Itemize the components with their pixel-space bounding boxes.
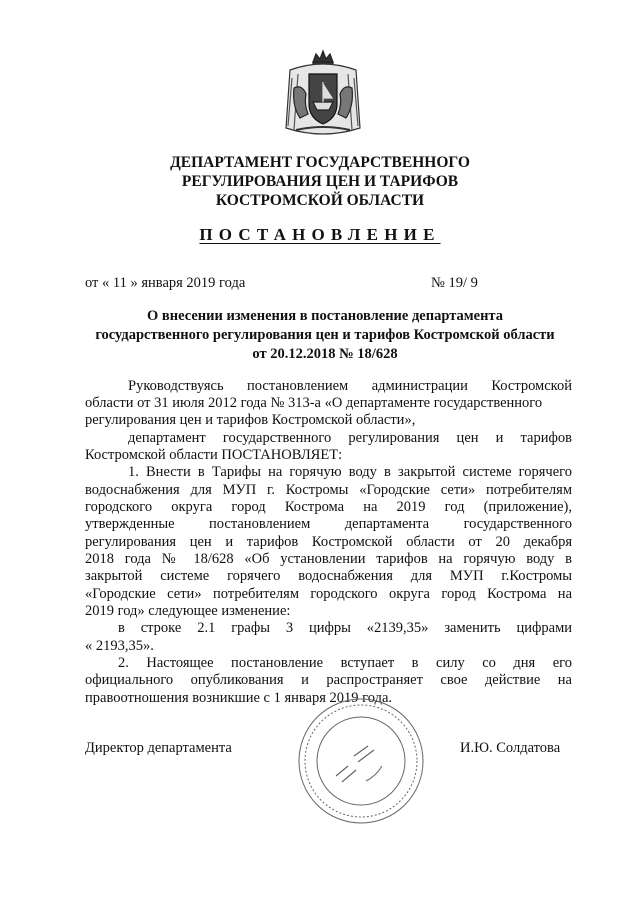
subject-line: государственного регулирования цен и тарифов Костромской области: [95, 327, 555, 343]
subject-line: от 20.12.2018 № 18/628: [252, 346, 398, 362]
body-line: регулирования цен и тарифов Костромской области от 20 декабря: [85, 534, 572, 550]
body-line: официального опубликования и распространяет свое действие на: [85, 672, 572, 688]
official-stamp-icon: [296, 696, 426, 826]
body-line: Костромской области ПОСТАНОВЛЯЕТ:: [85, 447, 343, 463]
body-line: « 2193,35».: [85, 638, 154, 654]
body-line: 1. Внести в Тарифы на горячую воду в закрытой системе горячего: [128, 464, 572, 480]
document-number: № 19/ 9: [431, 275, 478, 291]
department-name-line: РЕГУЛИРОВАНИЯ ЦЕН И ТАРИФОВ: [181, 173, 459, 190]
body-line: регулирования цен и тарифов Костромской области»,: [85, 412, 416, 428]
body-line: 2018 года № 18/628 «Об установлении тарифов на горячую воду в: [85, 551, 572, 567]
signature-name: И.Ю. Солдатова: [460, 740, 561, 756]
body-line: департамент государственного регулирования цен и тарифов: [128, 430, 572, 446]
body-line: водоснабжения для МУП г. Костромы «Городские сети» потребителям: [85, 482, 572, 498]
document-type-title: ПОСТАНОВЛЕНИЕ: [199, 225, 441, 244]
subject-line: О внесении изменения в постановление департамента: [147, 308, 503, 324]
body-line: «Городские сети» потребителям городского округа город Кострома на: [85, 586, 572, 602]
body-line: городского округа город Кострома на 2019 год (приложение),: [85, 499, 572, 515]
body-line: в строке 2.1 графы 3 цифры «2139,35» заменить цифрами: [118, 620, 572, 636]
body-line: 2. Настоящее постановление вступает в силу со дня его: [118, 655, 572, 671]
coat-of-arms-icon: [282, 48, 364, 140]
signature-position: Директор департамента: [85, 740, 232, 756]
body-line: Руководствуясь постановлением администрации Костромской: [128, 378, 572, 394]
body-line: утвержденные постановлением департамента государственного: [85, 516, 572, 532]
department-name-line: ДЕПАРТАМЕНТ ГОСУДАРСТВЕННОГО: [170, 154, 470, 171]
document-date: от « 11 » января 2019 года: [85, 275, 246, 291]
body-line: области от 31 июля 2012 года № 313-а «О департаменте государственного: [85, 395, 543, 411]
body-line: закрытой системе горячего водоснабжения для МУП г.Костромы: [85, 568, 572, 584]
department-name-line: КОСТРОМСКОЙ ОБЛАСТИ: [215, 192, 425, 209]
body-line: правоотношения возникшие с 1 января 2019 года.: [85, 690, 393, 706]
body-line: 2019 год» следующее изменение:: [85, 603, 291, 619]
